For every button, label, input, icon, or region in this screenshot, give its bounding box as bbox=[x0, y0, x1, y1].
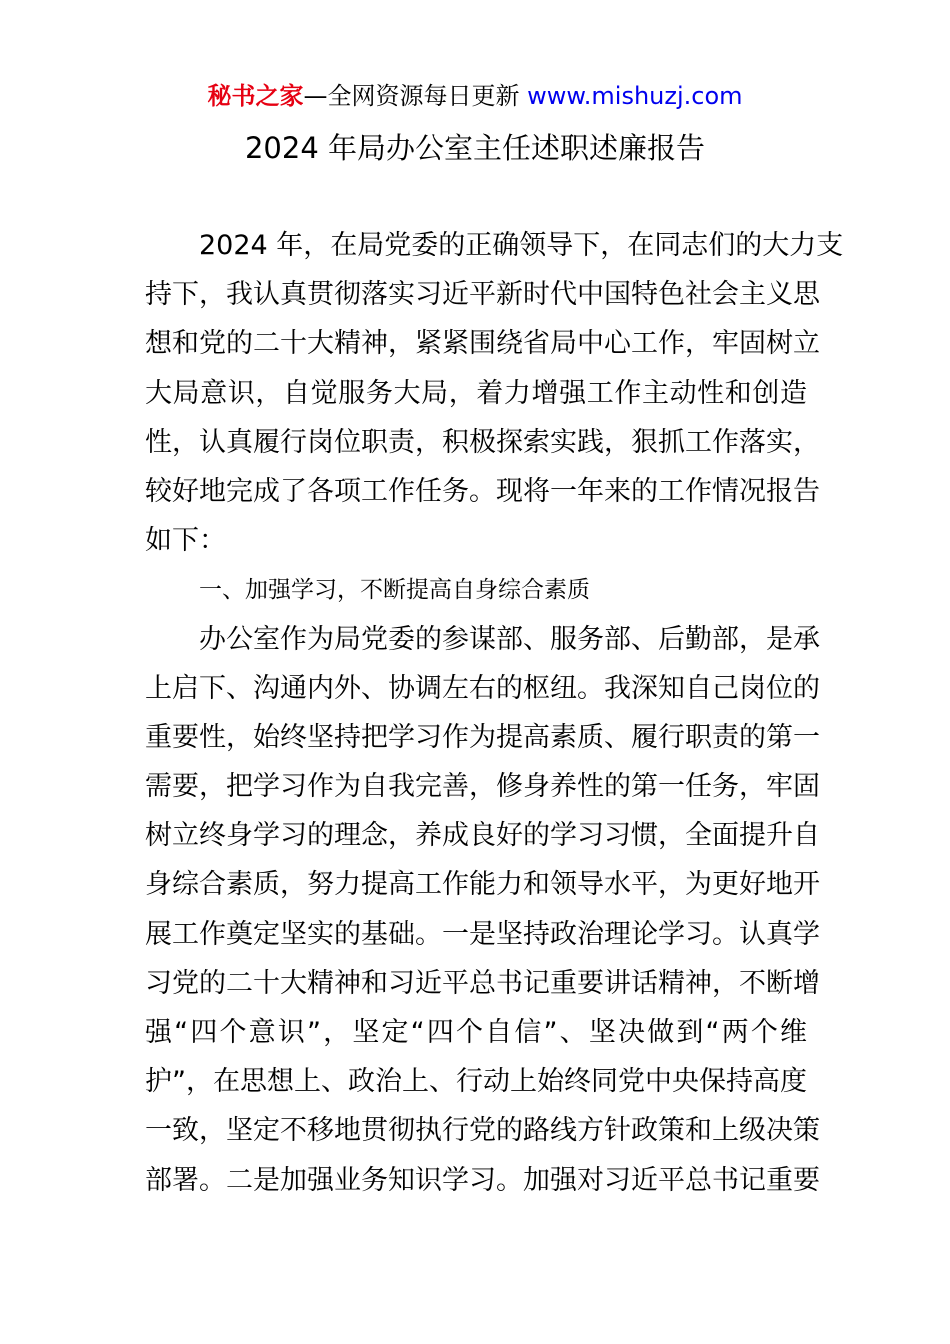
body-line: 强“四个意识”，坚定“四个自信”、坚决做到“两个维 bbox=[145, 1017, 807, 1048]
body-line: 大局意识，自觉服务大局，着力增强工作主动性和创造 bbox=[145, 377, 807, 409]
body-line: 树立终身学习的理念，养成良好的学习习惯，全面提升自 bbox=[145, 820, 820, 852]
body-line: 部署。二是加强业务知识学习。加强对习近平总书记重要 bbox=[145, 1164, 820, 1196]
site-header bbox=[0, 80, 950, 112]
body-line: 上启下、沟通内外、协调左右的枢纽。我深知自己岗位的 bbox=[145, 672, 820, 704]
body-line: 习党的二十大精神和习近平总书记重要讲话精神，不断增 bbox=[145, 967, 820, 999]
site-url-link[interactable]: www.mishuzj.com bbox=[527, 82, 743, 110]
body-line: 较好地完成了各项工作任务。现将一年来的工作情况报告 bbox=[145, 475, 820, 507]
document-body bbox=[145, 228, 844, 1212]
body-line: 身综合素质，努力提高工作能力和领导水平，为更好地开 bbox=[145, 869, 820, 901]
body-line: 持下，我认真贯彻落实习近平新时代中国特色社会主义思 bbox=[145, 279, 820, 311]
site-tagline: —全网资源每日更新 bbox=[303, 82, 520, 110]
site-brand: 秘书之家 bbox=[207, 82, 304, 110]
body-line: 想和党的二十大精神，紧紧围绕省局中心工作，牢固树立 bbox=[145, 328, 820, 360]
body-line: 护”，在思想上、政治上、行动上始终同党中央保持高度 bbox=[145, 1066, 807, 1098]
body-line: 2024 年，在局党委的正确领导下，在同志们的大力支 bbox=[199, 230, 844, 261]
body-line: 需要，把学习作为自我完善，修身养性的第一任务，牢固 bbox=[145, 771, 820, 803]
body-line: 性，认真履行岗位职责，积极探索实践，狠抓工作落实， bbox=[145, 426, 820, 458]
body-line: 如下： bbox=[145, 525, 226, 557]
body-line: 一致，坚定不移地贯彻执行党的路线方针政策和上级决策 bbox=[145, 1115, 820, 1147]
document-title: 2024 年局办公室主任述职述廉报告 bbox=[244, 131, 706, 165]
body-line: 展工作奠定坚实的基础。一是坚持政治理论学习。认真学 bbox=[145, 918, 820, 950]
body-line: 重要性，始终坚持把学习作为提高素质、履行职责的第一 bbox=[145, 721, 820, 753]
section-heading: 一、加强学习，不断提高自身综合素质 bbox=[199, 577, 590, 604]
body-line: 办公室作为局党委的参谋部、服务部、后勤部，是承 bbox=[199, 623, 820, 655]
